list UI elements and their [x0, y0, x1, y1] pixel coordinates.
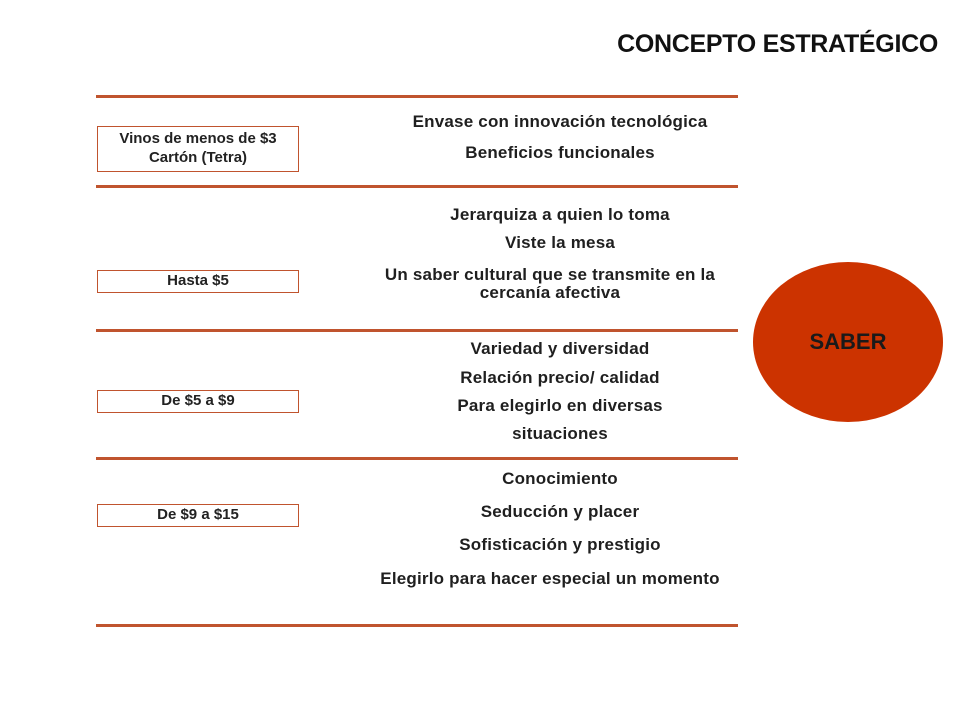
tag-line: Hasta $5 [167, 272, 229, 289]
tag-line: De $5 a $9 [161, 392, 235, 409]
segment-item: Beneficios funcionales [465, 143, 655, 162]
segment-item: Para elegirlo en diversas [457, 396, 663, 415]
tag-line: Vinos de menos de $3 [119, 130, 277, 147]
price-tag-5-to-9 [97, 390, 299, 413]
price-tag-under-3 [97, 126, 299, 172]
price-tag-9-to-15 [97, 504, 299, 527]
tag-line: Cartón (Tetra) [148, 149, 248, 166]
saber-label: SABER [809, 329, 887, 354]
segment-item: Elegirlo para hacer especial un momento [380, 569, 720, 588]
segment-item: Un saber cultural que se transmite en la cercanía afectiva [384, 265, 716, 302]
segment-item: Sofisticación y prestigio [459, 535, 661, 554]
tag-line: De $9 a $15 [157, 506, 239, 523]
saber-circle [753, 262, 943, 422]
divider [96, 95, 738, 98]
divider [96, 457, 738, 460]
segment-item: Variedad y diversidad [470, 339, 650, 358]
divider [96, 185, 738, 188]
segment-item: Relación precio/ calidad [460, 368, 660, 387]
divider [96, 624, 738, 627]
segment-item: Viste la mesa [504, 233, 616, 252]
price-tag-up-to-5 [97, 270, 299, 293]
divider [96, 329, 738, 332]
segment-item: situaciones [512, 424, 608, 443]
segment-item: Jerarquiza a quien lo toma [450, 205, 670, 224]
page-title: CONCEPTO ESTRATÉGICO [617, 30, 938, 58]
segment-item: Seducción y placer [480, 502, 640, 521]
segment-item: Envase con innovación tecnológica [412, 112, 708, 131]
segment-item: Conocimiento [502, 469, 618, 488]
